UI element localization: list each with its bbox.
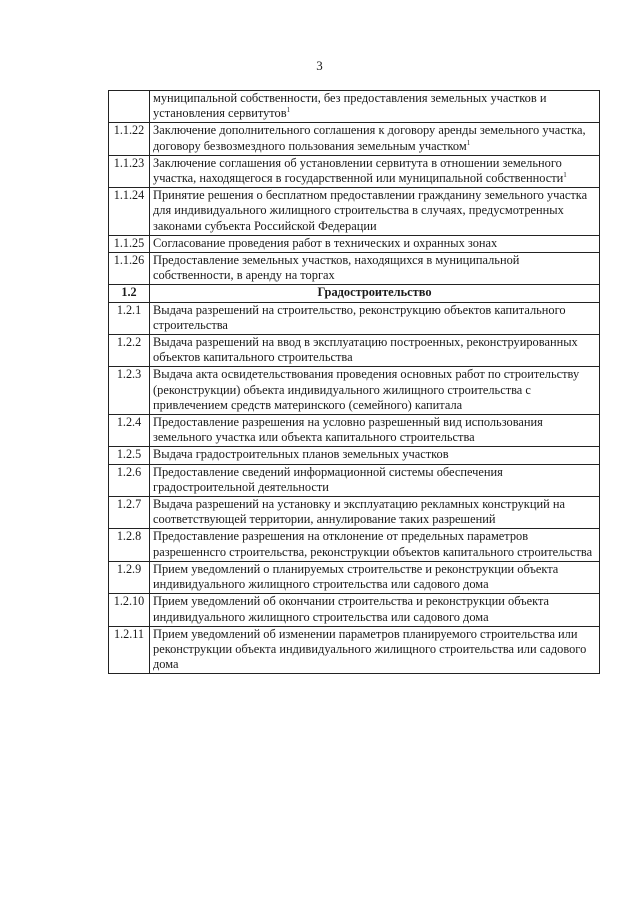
table-row [109, 235, 600, 252]
row-number: 1.2.7 [109, 497, 150, 529]
row-text [150, 447, 600, 464]
row-text-content: Предоставление разрешения на условно разрешенный вид использования земельного участка или объекта капитального строительства [153, 415, 543, 445]
table-row [109, 91, 600, 123]
row-text-content: Градостроительство [317, 285, 432, 300]
row-text [150, 415, 600, 447]
services-table [108, 90, 600, 674]
table-row [109, 447, 600, 464]
table-row [109, 529, 600, 561]
row-number: 1.1.26 [109, 253, 150, 285]
row-text-content: Заключение соглашения об установлении сервитута в отношении земельного участка, находящегося в государственной или муниципальной собственности [153, 155, 564, 186]
row-text [150, 91, 600, 123]
row-text-content: Предоставление земельных участков, находящихся в муниципальной собственности, в аренду на торгах [153, 253, 520, 283]
row-number: 1.1.23 [109, 155, 150, 187]
row-number: 1.2 [109, 285, 150, 302]
table-row [109, 626, 600, 674]
section-title [150, 285, 600, 302]
row-text-content: Прием уведомлений об окончании строительства и реконструкции объекта индивидуального жилищного строительства или садового дома [153, 594, 550, 624]
row-text [150, 188, 600, 236]
row-text-content: Согласование проведения работ в технических и охранных зонах [153, 235, 498, 250]
row-number: 1.2.1 [109, 302, 150, 334]
table-row [109, 188, 600, 236]
row-text-content: Выдача разрешений на строительство, реконструкцию объектов капитального строительства [153, 302, 566, 332]
row-number: 1.2.3 [109, 367, 150, 415]
footnote-marker: 1 [286, 106, 291, 115]
footnote-marker: 1 [466, 138, 471, 147]
row-number: 1.2.8 [109, 529, 150, 561]
row-text-content: Заключение дополнительного соглашения к договору аренды земельного участка, договору безвозмездного пользования земельным участком [153, 123, 586, 153]
row-text-content: Выдача разрешений на установку и эксплуатацию рекламных конструкций на соответствующей территории, аннулирование таких разрешений [153, 497, 565, 527]
row-text [150, 253, 600, 285]
row-text [150, 367, 600, 415]
row-text-content: Выдача градостроительных планов земельных участков [153, 447, 449, 462]
table-row [109, 253, 600, 285]
table-row [109, 302, 600, 334]
row-number: 1.1.24 [109, 188, 150, 236]
footnote-marker: 1 [563, 170, 567, 179]
row-number: 1.2.4 [109, 415, 150, 447]
row-number: 1.2.9 [109, 561, 150, 593]
table-row [109, 415, 600, 447]
row-text [150, 155, 600, 187]
page-number: 3 [316, 58, 323, 73]
row-text [150, 235, 600, 252]
row-text [150, 529, 600, 561]
row-number: 1.2.11 [109, 626, 150, 674]
table-row [109, 367, 600, 415]
row-text-content: Прием уведомлений о планируемых строительстве и реконструкции объекта индивидуального жилищного строительства или садового дома [153, 561, 559, 592]
row-text [150, 335, 600, 367]
row-text [150, 302, 600, 334]
row-text [150, 561, 600, 593]
row-text [150, 123, 600, 155]
table-row [109, 464, 600, 496]
section-header-row [109, 285, 600, 302]
row-number: 1.2.10 [109, 594, 150, 626]
row-text-content: Принятие решения о бесплатном предоставлении гражданину земельного участка для индивидуального жилищного строительства в случаях, предусмотренных законами субъекта Российской Федерации [153, 188, 588, 233]
table-row [109, 594, 600, 626]
row-number: 1.2.5 [109, 447, 150, 464]
table-row [109, 497, 600, 529]
row-number [109, 91, 150, 123]
row-number: 1.2.6 [109, 464, 150, 496]
row-text-content: Прием уведомлений об изменении параметров планируемого строительства или реконструкции объекта индивидуального жилищного строительства или садового дома [153, 626, 587, 672]
table-row [109, 335, 600, 367]
table-row [109, 123, 600, 155]
row-text-content: Выдача акта освидетельствования проведения основных работ по строительству (реконструкции) объекта индивидуального жилищного строительства с привлечением средств материнского (семейного) капитала [153, 367, 580, 412]
row-number: 1.1.25 [109, 235, 150, 252]
table-row [109, 561, 600, 593]
row-text [150, 594, 600, 626]
row-text-content: Предоставление сведений информационной системы обеспечения градостроительной деятельности [153, 464, 503, 494]
row-text-content: Предоставление разрешения на отклонение от предельных параметров разрешеннсго строительства, реконструкции объектов капитального строительства [153, 529, 593, 559]
row-number: 1.1.22 [109, 123, 150, 155]
row-text-content: Выдача разрешений на ввод в эксплуатацию построенных, реконструированных объектов капитального строительства [153, 335, 578, 365]
row-text [150, 464, 600, 496]
table-row [109, 155, 600, 187]
row-text-content: муниципальной собственности, без предоставления земельных участков и установления сервитутов [153, 91, 547, 121]
row-number: 1.2.2 [109, 335, 150, 367]
row-text [150, 626, 600, 674]
row-text [150, 497, 600, 529]
